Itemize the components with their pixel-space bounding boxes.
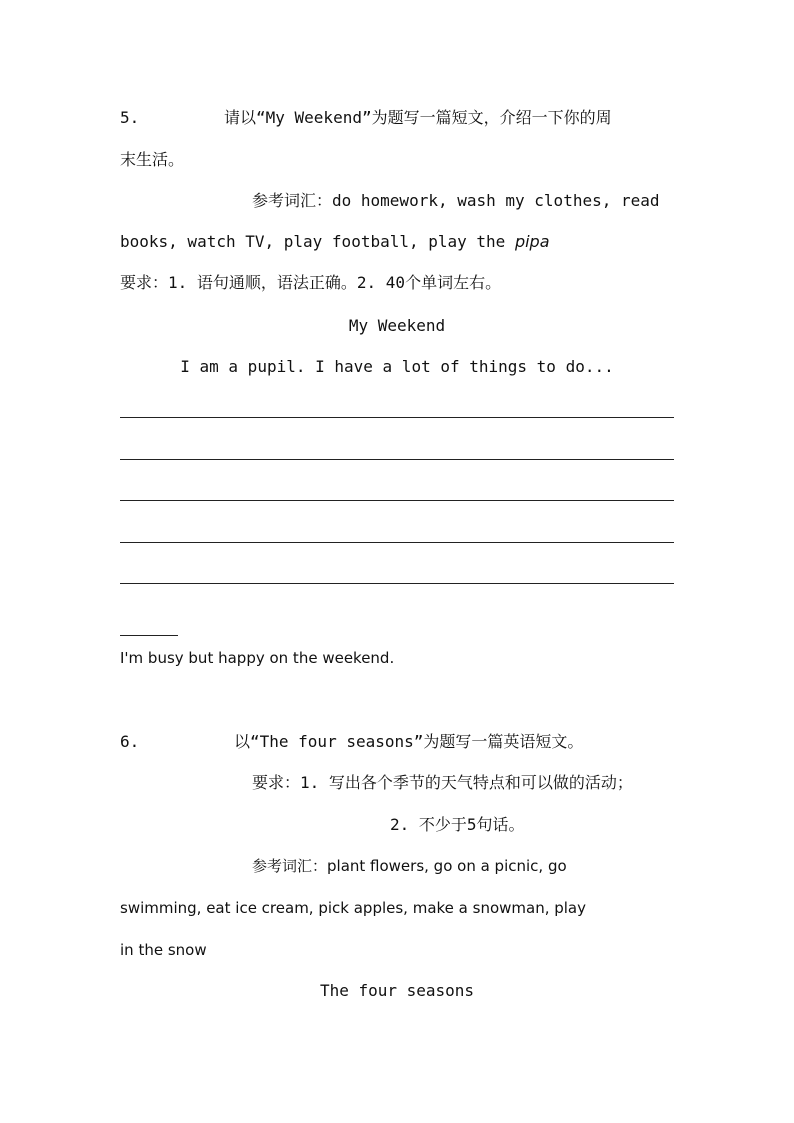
question-5-closing-sentence: I'm busy but happy on the weekend. (120, 649, 395, 667)
question-6-requirement-2: 2. 不少于5句话。 (390, 815, 525, 834)
answer-line-short[interactable] (120, 635, 178, 636)
answer-line-4[interactable] (120, 542, 674, 543)
question-6-essay-title: The four seasons (319, 981, 475, 1000)
question-5-prompt-line2: 末生活。 (120, 150, 185, 169)
question-6-vocab-line1: 参考词汇：plant flowers, go on a picnic, go (252, 857, 567, 875)
question-6-number: 6. (120, 732, 140, 751)
question-5-prompt-line1: 请以“My Weekend”为题写一篇短文，介绍一下你的周 (224, 108, 612, 127)
question-5-vocab-line2 (120, 232, 550, 252)
question-5-essay-title: My Weekend (348, 316, 446, 335)
question-5-requirements: 要求：1. 语句通顺，语法正确。2. 40个单词左右。 (120, 273, 502, 292)
question-5-vocab-pipa: pipa (514, 232, 550, 251)
question-5-opening-sentence: I am a pupil. I have a lot of things to do... (180, 357, 614, 376)
question-6-prompt: 以“The four seasons”为题写一篇英语短文。 (234, 732, 584, 751)
answer-line-2[interactable] (120, 459, 674, 460)
answer-line-1[interactable] (120, 417, 674, 418)
answer-line-5[interactable] (120, 583, 674, 584)
question-6-vocab-line2: swimming, eat ice cream, pick apples, make a snowman, play (120, 899, 586, 917)
question-5-vocab-line1: 参考词汇：do homework, wash my clothes, read (252, 191, 660, 210)
question-5-number: 5. (120, 108, 140, 127)
question-6-vocab-line3: in the snow (120, 941, 207, 959)
question-6-requirement-1: 要求：1. 写出各个季节的天气特点和可以做的活动； (252, 773, 633, 792)
question-5-vocab-line2-text: books, watch TV, play football, play the (120, 232, 515, 251)
answer-line-3[interactable] (120, 500, 674, 501)
